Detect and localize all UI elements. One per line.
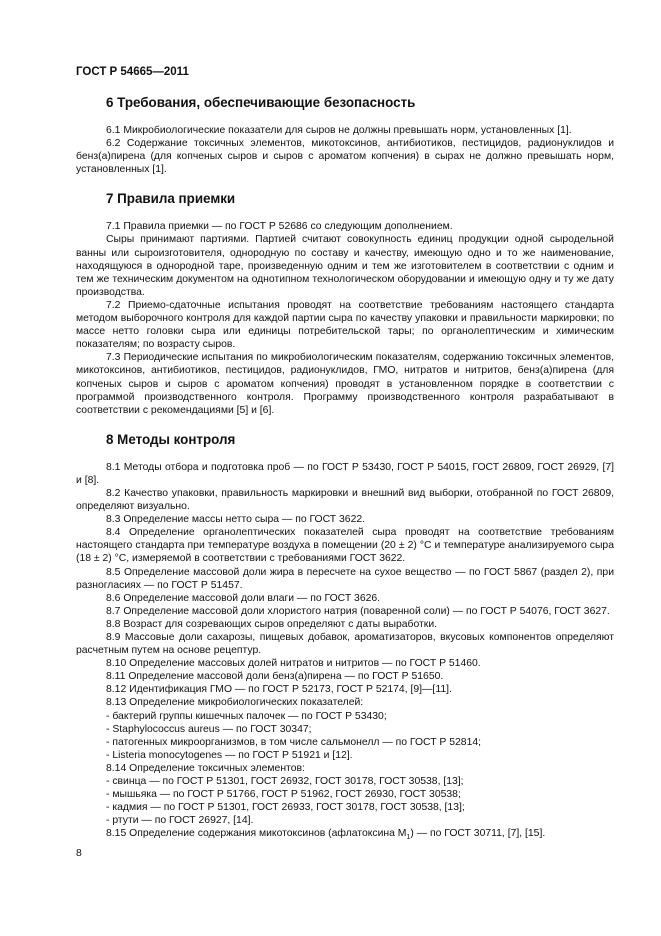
paragraph-8-4: 8.4 Определение органолептических показателей сыра проводят на соответствие требованиям настоящего стандарта при температуре воздуха в помещении (20 ± 2) °С и температуре анализируемого сыра (18 ± 2) °С, измеряемой в соответствии с требованиями ГОСТ 3622. (76, 527, 614, 565)
section-8-title: 8 Методы контроля (106, 431, 236, 447)
aflatoxin-subscript: 1 (406, 834, 411, 842)
paragraph-7-1: 7.1 Правила приемки — по ГОСТ Р 52686 со следующим дополнением. (106, 221, 453, 233)
list-item-8-14-3: - кадмия — по ГОСТ Р 51301, ГОСТ 26933, ГОСТ 30178, ГОСТ 30538, [13]; (106, 802, 465, 814)
section-7-title: 7 Правила приемки (106, 191, 236, 207)
paragraph-6-1: 6.1 Микробиологические показатели для сыров не должны превышать норм, установленных [1]. (106, 125, 572, 136)
paragraph-6-2: 6.2 Содержание токсичных элементов, микотоксинов, антибиотиков, пестицидов, радионуклидов и бенз(а)пирена (для копченых сыров и сыров с ароматом копчения) в сырах не должно превышать норм, установленных [1]. (76, 138, 614, 176)
paragraph-8-14: 8.14 Определение токсичных элементов: (106, 762, 305, 774)
list-item-8-14-4: - ртути — по ГОСТ 26927, [14]. (106, 815, 254, 827)
paragraph-7-3: 7.3 Периодические испытания по микробиологическим показателям, содержанию токсичных элементов, микотоксинов, антибиотиков, пестицидов, радионуклидов, ГМО, нитратов и нитритов, бенз(а)пирена (для копченых сыров и сыров с ароматом копчения) проводят в установленном порядке в соответствии с программой производственного контроля. Программу производственного контроля разрабатывают в соответствии с рекомендациями [5] и [6]. (76, 352, 614, 416)
page-number: 8 (76, 848, 82, 859)
paragraph-8-15-text: 8.15 Определение содержания микотоксинов (афлатоксина M (106, 828, 407, 840)
list-item-8-13-1: - бактерий группы кишечных палочек — по ГОСТ Р 53430; (106, 710, 387, 722)
section-6-title: 6 Требования, обеспечивающие безопасность (106, 95, 416, 110)
list-item-8-13-2: - Staphylococcus aureus — по ГОСТ 30347; (106, 723, 312, 735)
paragraph-8-2: 8.2 Качество упаковки, правильность маркировки и внешний вид выборки, отобранной по ГОСТ 26809, определяют визуально. (76, 487, 614, 513)
paragraph-8-15 (76, 827, 614, 844)
paragraph-8-8: 8.8 Возраст для созревающих сыров определяют с даты выработки. (106, 618, 438, 630)
paragraph-8-11: 8.11 Определение массовой доли бенз(а)пирена — по ГОСТ Р 51650. (106, 671, 444, 683)
paragraph-8-5: 8.5 Определение массовой доли жира в пересчете на сухое вещество — по ГОСТ 5867 (раздел 2), при разногласиях — по ГОСТ Р 51457. (76, 566, 614, 591)
paragraph-8-1: 8.1 Методы отбора и подготовка проб — по ГОСТ Р 53430, ГОСТ Р 54015, ГОСТ 26809, ГОСТ 26929, [7] и [8]. (76, 461, 614, 486)
paragraph-8-15-tail: ) — по ГОСТ 30711, [7], [15]. (410, 828, 546, 840)
paragraph-8-3: 8.3 Определение массы нетто сыра — по ГОСТ 3622. (106, 514, 366, 526)
paragraph-8-9: 8.9 Массовые доли сахарозы, пищевых добавок, ароматизаторов, вкусовых компонентов определяют расчетным путем на основе рецептур. (76, 632, 614, 657)
list-item-8-13-3: - патогенных микроорганизмов, в том числе сальмонелл — по ГОСТ Р 52814; (106, 736, 482, 748)
document-body (76, 90, 614, 845)
paragraph-7-2: 7.2 Приемо-сдаточные испытания проводят на соответствие требованиям настоящего стандарта методом выборочного контроля для каждой партии сыра по качеству упаковки и правильности маркировки; по массе нетто головки сыра или единицы потребительской тары; по органолептическим и химическим показателям; по возрасту сыров. (76, 299, 614, 351)
list-item-8-14-1: - свинца — по ГОСТ Р 51301, ГОСТ 26932, ГОСТ 30178, ГОСТ 30538, [13]; (106, 776, 464, 788)
list-item-8-13-4: - Listeria monocytogenes — по ГОСТ Р 51921 и [12]. (106, 749, 353, 761)
paragraph-8-6: 8.6 Определение массовой доли влаги — по ГОСТ 3626. (106, 592, 381, 604)
paragraph-8-7: 8.7 Определение массовой доли хлористого натрия (поваренной соли) — по ГОСТ Р 54076, ГОСТ 3627. (106, 605, 610, 617)
document-id: ГОСТ Р 54665—2011 (76, 66, 189, 78)
paragraph-8-10: 8.10 Определение массовых долей нитратов и нитритов — по ГОСТ Р 51460. (106, 658, 481, 670)
paragraph-8-13: 8.13 Определение микробиологических показателей: (106, 697, 364, 709)
list-item-8-14-2: - мышьяка — по ГОСТ Р 51766, ГОСТ Р 51962, ГОСТ 26930, ГОСТ 30538; (106, 789, 461, 801)
paragraph-7-1-lot: Сыры принимают партиями. Партией считают совокупность единиц продукции одной сыродельной ванны или сыроизготовителя, однородную по составу и качеству, имеющую одно и то же наименование, находящуюся в однородной таре, произведенную одним и тем же изготовителем в соответствии с одним и тем же техническим документом на однотипном технологическом оборудовании и имеющую одну и ту же дату производства. (76, 234, 614, 298)
paragraph-8-12: 8.12 Идентификация ГМО — по ГОСТ Р 52173, ГОСТ Р 52174, [9]—[11]. (106, 684, 452, 696)
